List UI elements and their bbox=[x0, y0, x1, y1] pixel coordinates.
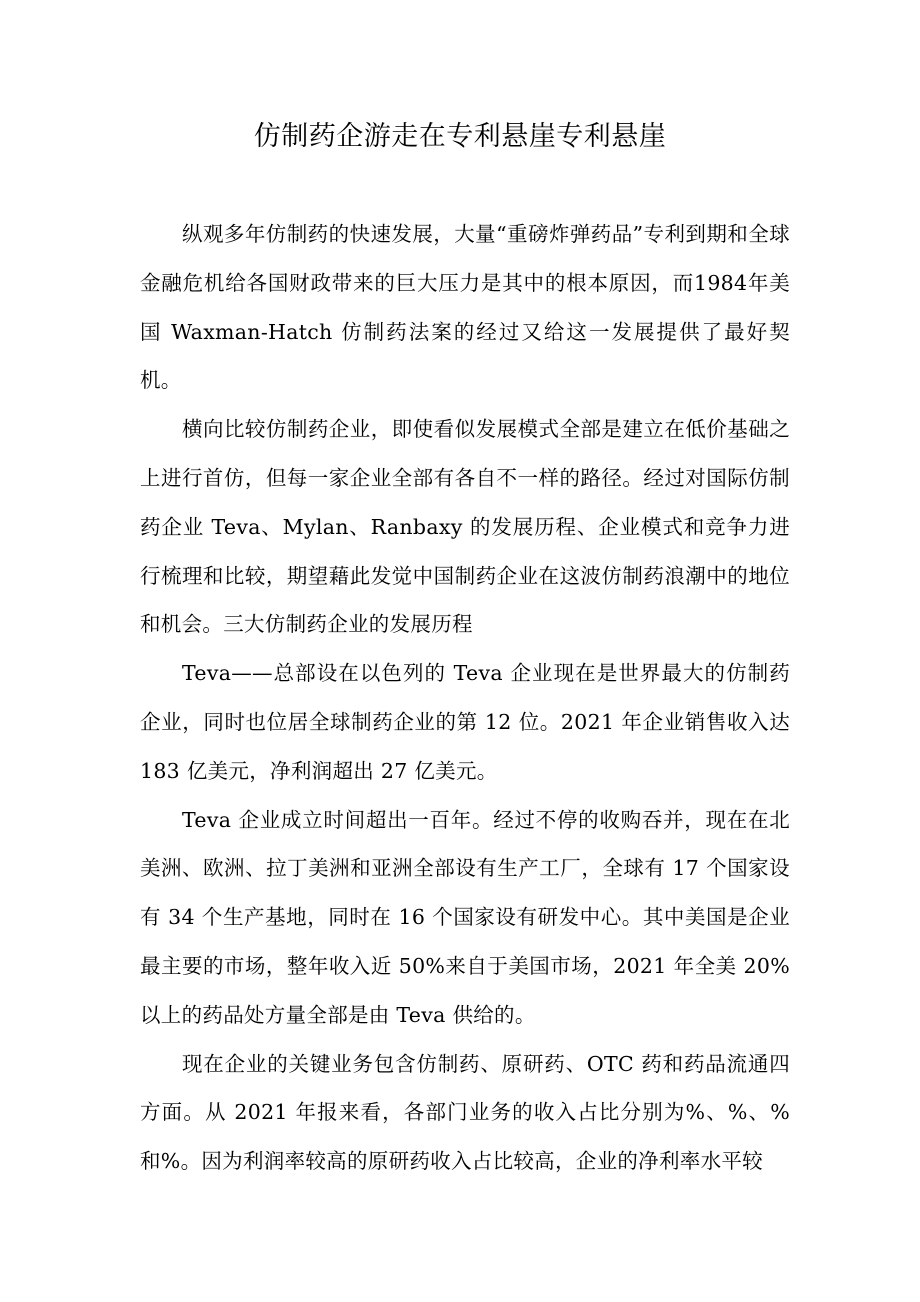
paragraph-teva-business: 现在企业的关键业务包含仿制药、原研药、OTC 药和药品流通四方面。从 2021 年报来看，各部门业务的收入占比分别为%、%、%和%。因为利润率较高的原研药收入占比较高，企业的净利率水平较 bbox=[140, 1051, 790, 1174]
document-body bbox=[140, 210, 790, 1186]
paragraph-overview: 纵观多年仿制药的快速发展，大量“重磅炸弹药品”专利到期和全球金融危机给各国财政带来的巨大压力是其中的根本原因，而1984年美国 Waxman-Hatch 仿制药法案的经过又给这一发展提供了最好契机。 bbox=[140, 222, 790, 393]
document-title: 仿制药企游走在专利悬崖专利悬崖 bbox=[253, 121, 667, 152]
paragraph-teva-history: Teva 企业成立时间超出一百年。经过不停的收购吞并，现在在北美洲、欧洲、拉丁美洲和亚洲全部设有生产工厂，全球有 17 个国家设有 34 个生产基地，同时在 16 个国家设有研发中心。其中美国是企业最主要的市场，整年收入近 50%来自于美国市场，2021 年全美 20%以上的药品处方量全部是由 Teva 供给的。 bbox=[140, 807, 790, 1027]
paragraph-comparison: 横向比较仿制药企业，即使看似发展模式全部是建立在低价基础之上进行首仿，但每一家企业全部有各自不一样的路径。经过对国际仿制药企业 Teva、Mylan、Ranbaxy 的发展历程、企业模式和竞争力进行梳理和比较，期望藉此发觉中国制药企业在这波仿制药浪潮中的地位和机会。三大仿制药企业的发展历程 bbox=[140, 417, 790, 637]
paragraph-teva-intro: Teva——总部设在以色列的 Teva 企业现在是世界最大的仿制药企业，同时也位居全球制药企业的第 12 位。2021 年企业销售收入达 183 亿美元，净利润超出 27 亿美元。 bbox=[140, 661, 790, 783]
